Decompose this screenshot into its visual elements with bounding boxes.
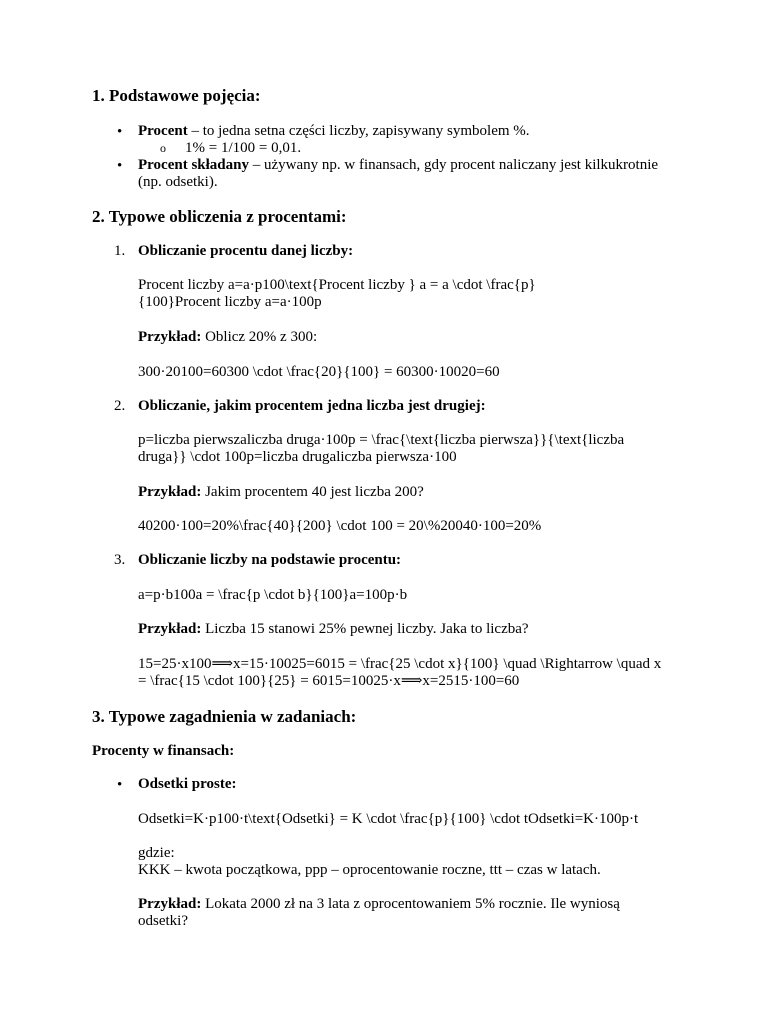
example-label: Przykład: [138,621,202,637]
section-3-heading: 3. Typowe zagadnienia w zadaniach: [92,707,357,726]
list-item-procent [138,123,530,140]
formula-line: a=p·b100a = \frac{p \cdot b}{100}a=100p·b [138,587,408,603]
section-2-heading: 2. Typowe obliczenia z procentami: [92,207,347,226]
example-text: Lokata 2000 zł na 3 lata z oprocentowaniem 5% rocznie. Ile wyniosą [201,896,620,912]
variable-legend: KKK – kwota początkowa, ppp – oprocentowanie roczne, ttt – czas w latach. [138,862,601,878]
example-line [138,621,529,638]
example-line [138,896,620,913]
calculation-line: = \frac{15 \cdot 100}{25} = 6015=10025·x⟹x=2515·100=60 [138,673,520,689]
calculation-line: 15=25·x100⟹x=15·10025=6015 = \frac{25 \cdot x}{100} \quad \Rightarrow \quad x [138,656,662,672]
definition-procent-skladany-cont: (np. odsetki). [138,174,218,190]
example-text: Liczba 15 stanowi 25% pewnej liczby. Jaka to liczba? [201,621,529,637]
subsection-title: Odsetki proste: [138,776,237,792]
bullet-icon: • [117,158,123,174]
calculation-line: 300·20100=60300 \cdot \frac{20}{100} = 60300·10020=60 [138,364,500,380]
bullet-icon: • [117,777,123,793]
list-number: 1. [114,243,126,259]
formula-line: p=liczba pierwszaliczba druga·100p = \frac{\text{liczba pierwsza}}{\text{liczba [138,432,625,448]
example-line [138,484,424,501]
example-text-cont: odsetki? [138,913,188,929]
term-procent: Procent [138,123,188,139]
bullet-icon: • [117,124,123,140]
example-label: Przykład: [138,896,202,912]
definition-procent-skladany: – używany np. w finansach, gdy procent naliczany jest kilkukrotnie [248,157,659,173]
formula-line: Odsetki=K·p100·t\text{Odsetki} = K \cdot \frac{p}{100} \cdot tOdsetki=K·100p·t [138,811,639,827]
calculation-line: 40200·100=20%\frac{40}{200} \cdot 100 = 20\%20040·100=20% [138,518,542,534]
term-procent-skladany: Procent składany [138,157,249,173]
formula-line: {100}Procent liczby a=a·100p [138,294,322,310]
gdzie-label: gdzie: [138,845,175,861]
definition-procent: – to jedna setna części liczby, zapisywany symbolem %. [187,123,530,139]
example-text: Oblicz 20% z 300: [201,329,318,345]
example-label: Przykład: [138,484,202,500]
sub-item-example: 1% = 1/100 = 0,01. [185,140,302,156]
list-item-procent-skladany [138,157,658,174]
subsection-title: Obliczanie liczby na podstawie procentu: [138,552,402,568]
example-line [138,329,317,346]
subheading-finanse: Procenty w finansach: [92,743,235,759]
example-label: Przykład: [138,329,202,345]
formula-line: Procent liczby a=a·p100\text{Procent liczby } a = a \cdot \frac{p} [138,277,536,293]
list-number: 3. [114,552,126,568]
section-1-heading: 1. Podstawowe pojęcia: [92,86,261,105]
sub-bullet-icon: o [160,141,166,155]
example-text: Jakim procentem 40 jest liczba 200? [201,484,424,500]
subsection-title: Obliczanie, jakim procentem jedna liczba jest drugiej: [138,398,486,414]
subsection-title: Obliczanie procentu danej liczby: [138,243,354,259]
formula-line: druga}} \cdot 100p=liczba drugaliczba pierwsza·100 [138,449,457,465]
list-number: 2. [114,398,126,414]
